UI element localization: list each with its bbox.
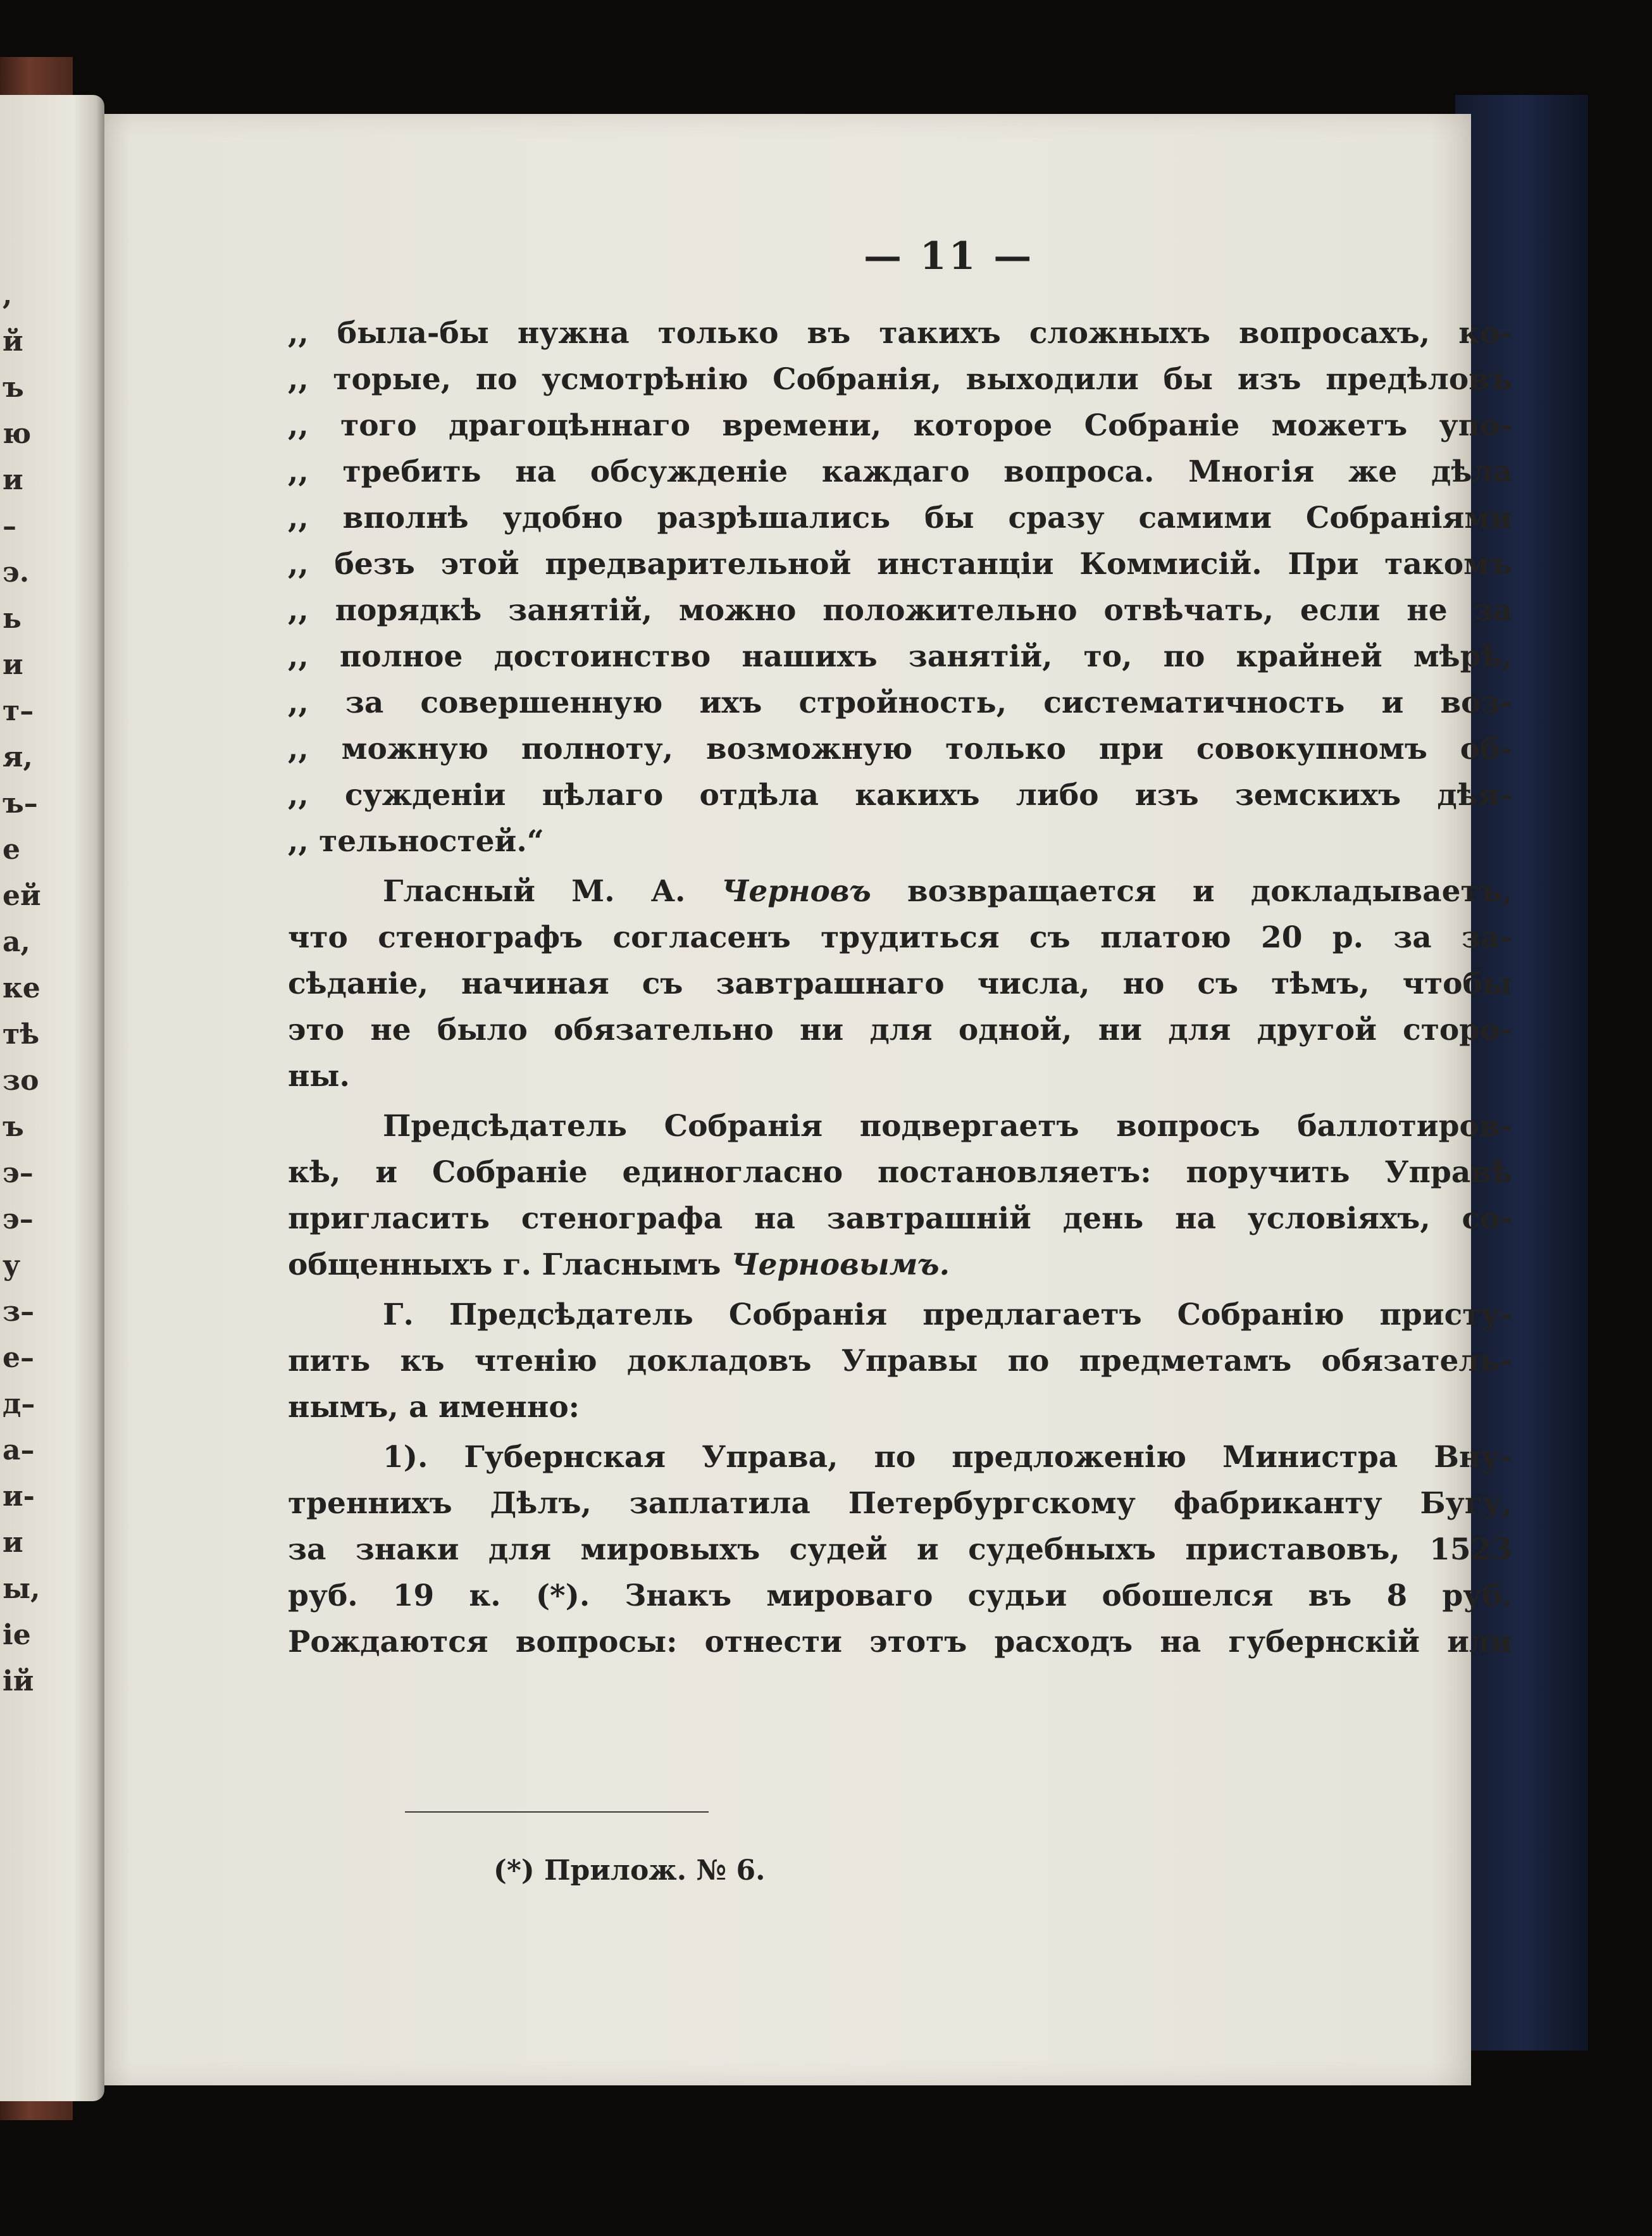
quoted-line: ,, сужденіи цѣлаго отдѣла какихъ либо изъ земскихъ дѣя- — [288, 778, 1512, 813]
previous-page-line-end: и- — [3, 1480, 35, 1513]
paragraph-line: кѣ, и Собраніе единогласно постановляетъ: поручить Управѣ — [288, 1155, 1512, 1190]
paragraph-line: что стенографъ согласенъ трудиться съ платою 20 р. за за- — [288, 920, 1512, 955]
previous-page-line-end: и — [3, 464, 23, 496]
quoted-line: ,, за совершенную ихъ стройность, систематичность и воз- — [288, 685, 1512, 720]
previous-page-line-end: и — [3, 649, 23, 681]
previous-page-line-end: з– — [3, 1296, 35, 1328]
previous-page-line-end: е– — [3, 1342, 34, 1374]
paragraph-line: Г. Предсѣдатель Собранія предлагаетъ Собранію присту- — [383, 1297, 1512, 1332]
previous-page-line-end: ей — [3, 880, 41, 912]
paragraph-line: 1). Губернская Управа, по предложенію Министра Вну- — [383, 1440, 1512, 1475]
surname-italic: Черновъ — [721, 874, 871, 909]
quoted-line: ,, была-бы нужна только въ такихъ сложныхъ вопросахъ, ко- — [288, 316, 1512, 351]
previous-page-line-end: зо — [3, 1065, 39, 1097]
book-page — [104, 114, 1513, 2085]
previous-page-line-end: ъ– — [3, 787, 38, 820]
page-text — [288, 310, 1512, 1665]
paragraph-line: пригласить стенографа на завтрашній день на условіяхъ, со- — [288, 1201, 1512, 1236]
paragraph-line: за знаки для мировыхъ судей и судебныхъ приставовъ, 1523 — [288, 1532, 1512, 1567]
text-run: общенныхъ г. Гласнымъ — [288, 1247, 731, 1282]
paragraph-line: руб. 19 к. (*). Знакъ мироваго судьи обошелся въ 8 руб. — [288, 1578, 1512, 1613]
text-run: Гласный М. А. — [383, 874, 722, 909]
previous-page-line-end: а– — [3, 1434, 35, 1466]
previous-page-line-end: й — [3, 325, 23, 358]
footnote-rule — [405, 1811, 709, 1813]
paragraph-line: Предсѣдатель Собранія подвергаетъ вопросъ баллотиров- — [383, 1109, 1512, 1144]
quoted-line: ,, требить на обсужденіе каждаго вопроса. Многія же дѣла — [288, 454, 1512, 489]
previous-page-line-end: а, — [3, 926, 30, 958]
previous-page-line-end: іе — [3, 1619, 31, 1651]
text-run: возвращается и докладываетъ, — [871, 874, 1513, 909]
previous-page-line-end: и — [3, 1527, 23, 1559]
quoted-line: ,, торые, по усмотрѣнію Собранія, выходили бы изъ предѣловъ — [288, 362, 1512, 397]
quoted-line: ,, безъ этой предварительной инстанціи Коммисій. При такомъ — [288, 547, 1512, 582]
previous-page-line-end: тѣ — [3, 1018, 40, 1051]
previous-page-line-end: д– — [3, 1388, 35, 1420]
paragraph-line: это не было обязательно ни для одной, ни для другой сторо- — [288, 1013, 1512, 1047]
paragraph-line: ны. — [288, 1059, 350, 1094]
previous-page-line-end: э. — [3, 556, 30, 589]
quoted-line: ,, того драгоцѣннаго времени, которое Собраніе можетъ упо- — [288, 408, 1512, 443]
paragraph-line: треннихъ Дѣлъ, заплатила Петербургскому фабриканту Бугу, — [288, 1486, 1512, 1521]
quoted-line: ,, вполнѣ удобно разрѣшались бы сразу самими Собраніями — [288, 501, 1512, 535]
quoted-line: ,, тельностей.“ — [288, 824, 544, 859]
quoted-line: ,, полное достоинство нашихъ занятій, то, по крайней мѣрѣ, — [288, 639, 1512, 674]
paragraph-line: нымъ, а именно: — [288, 1390, 580, 1425]
previous-page-line-end: ъ — [3, 1111, 24, 1143]
footnote: (*) Прилож. № 6. — [494, 1854, 766, 1887]
quoted-line: ,, можную полноту, возможную только при совокупномъ об- — [288, 732, 1512, 766]
previous-page-line-end: ь — [3, 603, 22, 635]
surname-italic: Черновымъ. — [731, 1247, 950, 1282]
previous-page-line-end: , — [3, 279, 13, 311]
previous-page-line-end: ке — [3, 972, 40, 1004]
paragraph-line: пить къ чтенію докладовъ Управы по предметамъ обязатель- — [288, 1344, 1512, 1378]
previous-page-edge — [0, 95, 104, 2101]
previous-page-line-end: ій — [3, 1665, 34, 1697]
paragraph-line — [288, 868, 1512, 915]
previous-page-line-end: ъ — [3, 372, 24, 404]
paragraph-line — [288, 1242, 1512, 1288]
paragraph-line: Рождаются вопросы: отнести этотъ расходъ на губернскій или — [288, 1625, 1512, 1659]
previous-page-line-end: у — [3, 1249, 21, 1282]
previous-page-line-end: – — [3, 510, 16, 542]
quoted-paragraph — [288, 310, 1512, 865]
paragraph-line: сѣданіе, начиная съ завтрашнаго числа, но съ тѣмъ, чтобы — [288, 966, 1512, 1001]
previous-page-line-end: ы, — [3, 1573, 40, 1605]
quoted-line: ,, порядкѣ занятій, можно положительно отвѣчать, если не за — [288, 593, 1512, 628]
previous-page-line-end: т– — [3, 695, 34, 727]
previous-page-line-end: я, — [3, 741, 33, 773]
previous-page-line-end: е — [3, 834, 20, 866]
previous-page-line-end: ю — [3, 418, 32, 450]
previous-page-line-end: э– — [3, 1203, 34, 1235]
previous-page-line-end: э– — [3, 1157, 34, 1189]
page-number: — 11 — — [864, 234, 1034, 278]
